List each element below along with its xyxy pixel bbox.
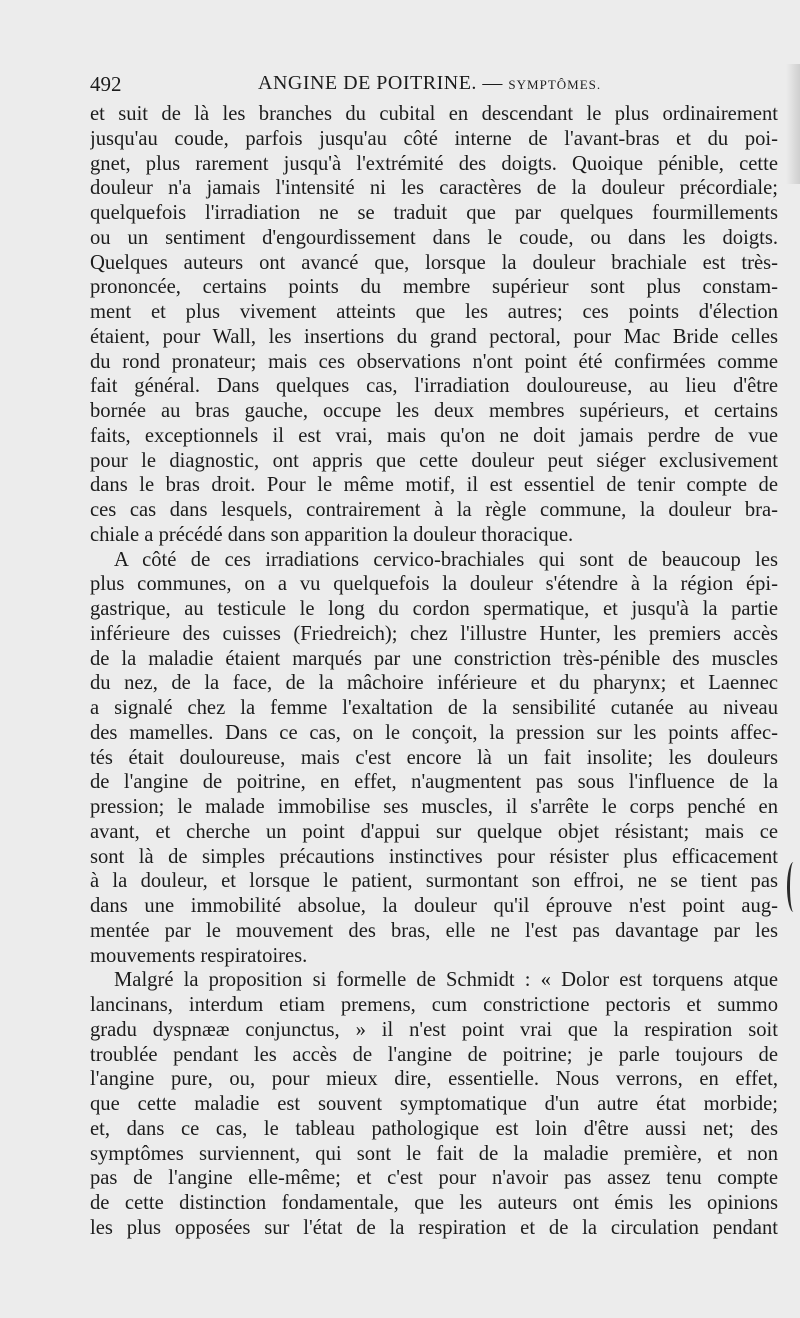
text-line: de l'angine de poitrine, en effet, n'augmentent pas sous l'influence de la [90,771,778,794]
body-text [90,102,778,1241]
text-line: mouvements respiratoires. [90,944,308,967]
text-line: faits, exceptionnels il est vrai, mais qu'on ne doit jamais perdre de vue [90,424,778,447]
text-line: les plus opposées sur l'état de la respiration et de la circulation pendant [90,1216,778,1239]
text-line: l'angine pure, ou, pour mieux dire, essentielle. Nous verrons, en effet, [90,1068,778,1091]
text-line: ou un sentiment d'engourdissement dans le coude, ou dans les doigts. [90,226,778,249]
text-line: de la maladie étaient marqués par une constriction très-pénible des muscles [90,647,778,670]
text-line: inférieure des cuisses (Friedreich); chez l'illustre Hunter, les premiers accès [90,622,778,645]
text-line: étaient, pour Wall, les insertions du grand pectoral, pour Mac Bride celles [90,325,778,348]
text-line: Quelques auteurs ont avancé que, lorsque la douleur brachiale est très- [90,251,778,274]
text-line: de cette distinction fondamentale, que les auteurs ont émis les opinions [90,1192,778,1214]
text-line: pression; le malade immobilise ses muscles, il s'arrête le corps penché en [90,796,778,818]
running-header [90,64,778,100]
running-title [258,72,601,95]
text-line: tés était douloureuse, mais c'est encore là un fait insolite; les douleurs [90,746,778,769]
text-line: dans le bras droit. Pour le même motif, il est essentiel de tenir compte de [90,474,778,497]
text-line: pour le diagnostic, ont appris que cette douleur peut siéger exclusivement [90,449,778,472]
text-line: dans une immobilité absolue, la douleur qu'il éprouve n'est point aug- [90,895,778,917]
text-line: sont là de simples précautions instinctives pour résister plus efficacement [90,845,778,868]
text-line: Malgré la proposition si formelle de Schmidt : « Dolor est torquens atque [114,969,778,992]
text-line: troublée pendant les accès de l'angine de poitrine; je parle toujours de [90,1043,778,1066]
text-line: gnet, plus rarement jusqu'à l'extrémité des doigts. Quoique pénible, cette [90,152,778,175]
text-line: gradu dyspnææ conjunctus, » il n'est point vrai que la respiration soit [90,1018,778,1041]
text-line: à la douleur, et lorsque le patient, surmontant son effroi, ne se tient pas [90,870,778,893]
text-line: chiale a précédé dans son apparition la douleur thoracique. [90,523,574,546]
text-line: a signalé chez la femme l'exaltation de la sensibilité cutanée au niveau [90,697,778,719]
text-line: mentée par le mouvement des bras, elle ne l'est pas davantage par les [90,919,778,942]
text-line: fait général. Dans quelques cas, l'irradiation douloureuse, au lieu d'être [90,375,778,398]
text-line: ment et plus vivement atteints que les autres; ces points d'élection [90,301,778,323]
text-line: A côté de ces irradiations cervico-brachiales qui sont de beaucoup les [114,548,778,571]
text-line: prononcée, certains points du membre supérieur sont plus constam- [90,276,778,299]
text-line: lancinans, interdum etiam premens, cum constrictione pectoris et summo [90,994,778,1016]
page-edge-mark [787,862,800,912]
text-line: des mamelles. Dans ce cas, on le conçoit, la pression sur les points affec- [90,721,778,744]
text-line: et suit de là les branches du cubital en descendant le plus ordinairement [90,103,778,125]
text-line: gastrique, au testicule le long du cordon spermatique, et jusqu'à la partie [90,598,778,620]
text-line: pas de l'angine elle-même; et c'est pour n'avoir pas assez tenu compte [90,1167,778,1190]
running-title-main: ANGINE DE POITRINE. — [258,72,509,94]
text-line: quelquefois l'irradiation ne se traduit que par quelques fourmillements [90,202,778,224]
facing-page-shadow [786,64,800,184]
text-line: et, dans ce cas, le tableau pathologique est loin d'être aussi net; des [90,1117,778,1140]
text-line: douleur n'a jamais l'intensité ni les caractères de la douleur précordiale; [90,177,778,200]
text-line: que cette maladie est souvent symptomatique d'un autre état morbide; [90,1093,778,1115]
page-number: 492 [90,72,122,96]
text-line: du nez, de la face, de la mâchoire inférieure et du pharynx; et Laennec [90,672,778,695]
text-line: ces cas dans lesquels, contrairement à la règle commune, la douleur bra- [90,499,778,521]
running-title-section: SYMPTÔMES. [508,77,602,92]
text-line: du rond pronateur; mais ces observations n'ont point été confirmées comme [90,350,778,373]
text-line: jusqu'au coude, parfois jusqu'au côté interne de l'avant-bras et du poi- [90,127,778,150]
text-line: avant, et cherche un point d'appui sur quelque objet résistant; mais ce [90,820,778,843]
text-line: plus communes, on a vu quelquefois la douleur s'étendre à la région épi- [90,573,778,596]
text-line: symptômes surviennent, qui sont le fait de la maladie première, et non [90,1142,778,1165]
text-line: bornée au bras gauche, occupe les deux membres supérieurs, et certains [90,400,778,422]
